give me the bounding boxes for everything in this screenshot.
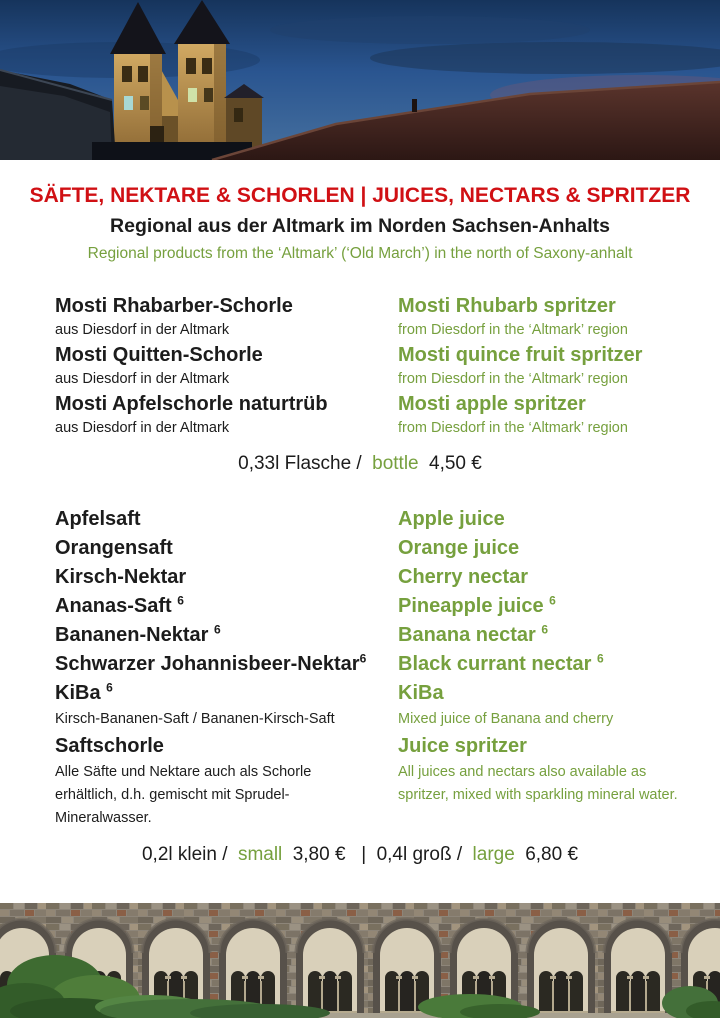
item-column-en	[398, 391, 700, 440]
glass-size2-label-en: large	[472, 844, 515, 865]
item-column-de	[55, 592, 398, 621]
item-column-de	[55, 534, 398, 563]
menu-item-row	[55, 732, 700, 831]
item-name-text: Orange juice	[398, 537, 520, 559]
item-desc-en: from Diesdorf in the ‘Altmark’ region	[398, 322, 628, 338]
item-name-text: KiBa	[55, 682, 101, 704]
item-name-de	[55, 342, 398, 368]
item-column-en	[398, 621, 700, 650]
glass-price1-amount: 3,80 €	[292, 844, 346, 865]
item-column-de	[55, 391, 398, 440]
item-name-en	[398, 679, 700, 708]
item-column-de	[55, 621, 398, 650]
item-name-text: Mosti apple spritzer	[398, 393, 586, 415]
item-desc-en: from Diesdorf in the ‘Altmark’ region	[398, 371, 628, 387]
price-separator: |	[361, 844, 367, 865]
item-desc-de: aus Diesdorf in der Altmark	[55, 371, 230, 387]
bottle-section	[0, 293, 720, 476]
glass-size1-label-en: small	[237, 844, 283, 865]
menu-item-row	[55, 679, 700, 732]
subtitle-english: Regional products from the ‘Altmark’ (‘Old March’) in the north of Saxony-anhalt	[87, 245, 633, 262]
item-desc-de: aus Diesdorf in der Altmark	[55, 420, 230, 436]
footnote-marker: 6	[106, 680, 113, 695]
item-name-de	[55, 505, 398, 534]
bottle-size-label: 0,33l Flasche /	[238, 453, 362, 474]
item-name-en	[398, 342, 700, 368]
item-name-en	[398, 592, 700, 621]
item-name-en	[398, 293, 700, 319]
item-name-text: Pineapple juice	[398, 595, 544, 617]
item-column-en	[398, 293, 700, 342]
menu-item-row	[55, 592, 700, 621]
item-desc-en: All juices and nectars also available as spritzer, mixed with sparkling mineral water.	[398, 764, 678, 803]
item-name-text: Mosti Apfelschorle naturtrüb	[55, 393, 328, 415]
item-name-de	[55, 650, 398, 679]
item-column-de	[55, 563, 398, 592]
item-desc-de: aus Diesdorf in der Altmark	[55, 322, 230, 338]
glass-price2-amount: 6,80 €	[525, 844, 579, 865]
item-name-text: Cherry nectar	[398, 566, 529, 588]
item-name-text: Ananas-Saft	[55, 595, 172, 617]
item-name-de	[55, 293, 398, 319]
item-column-de	[55, 505, 398, 534]
item-name-text: Black currant nectar	[398, 653, 592, 675]
menu-item-row	[55, 342, 700, 391]
bottom-banner-photo	[0, 903, 720, 1018]
bottle-price-amount: 4,50 €	[429, 453, 482, 474]
item-name-text: Mosti Rhubarb spritzer	[398, 295, 616, 317]
item-column-en	[398, 534, 700, 563]
item-name-text: Saftschorle	[55, 735, 164, 757]
item-column-de	[55, 342, 398, 391]
item-name-en	[398, 621, 700, 650]
item-name-text: Banana nectar	[398, 624, 536, 646]
item-name-text: Schwarzer Johannisbeer-Nektar	[55, 653, 360, 675]
bottle-price-line	[0, 452, 720, 476]
item-name-text: Juice spritzer	[398, 735, 527, 757]
bottle-size-label-en: bottle	[372, 453, 419, 474]
menu-item-row	[55, 391, 700, 440]
item-name-de	[55, 534, 398, 563]
item-desc-en: from Diesdorf in the ‘Altmark’ region	[398, 420, 628, 436]
item-desc-de: Kirsch-Bananen-Saft / Bananen-Kirsch-Saft	[55, 711, 335, 727]
menu-content	[0, 183, 720, 867]
item-column-en	[398, 342, 700, 391]
bottle-items	[0, 293, 720, 440]
glass-price-line	[0, 843, 720, 867]
menu-item-row	[55, 621, 700, 650]
item-name-text: Bananen-Nektar	[55, 624, 209, 646]
subtitle-german: Regional aus der Altmark im Norden Sachsen-Anhalts	[110, 215, 610, 237]
menu-item-row	[55, 534, 700, 563]
item-name-de	[55, 592, 398, 621]
item-column-en	[398, 679, 700, 732]
item-name-de	[55, 621, 398, 650]
item-column-de	[55, 732, 398, 831]
item-name-text: KiBa	[398, 682, 444, 704]
item-name-de	[55, 732, 398, 761]
glass-size1-label: 0,2l klein /	[141, 844, 228, 865]
glass-section	[0, 505, 720, 867]
item-column-en	[398, 592, 700, 621]
item-name-text: Apfelsaft	[55, 508, 141, 530]
footnote-marker: 6	[596, 651, 604, 666]
item-column-en	[398, 505, 700, 534]
item-name-text: Mosti Quitten-Schorle	[55, 344, 263, 366]
item-name-text: Mosti quince fruit spritzer	[398, 344, 643, 366]
item-name-en	[398, 563, 700, 592]
item-name-de	[55, 679, 398, 708]
item-name-text: Kirsch-Nektar	[55, 566, 187, 588]
item-column-de	[55, 679, 398, 732]
item-name-en	[398, 505, 700, 534]
glass-size2-label: 0,4l groß /	[376, 844, 463, 865]
item-column-en	[398, 563, 700, 592]
menu-header	[0, 183, 720, 264]
menu-item-row	[55, 650, 700, 679]
item-name-en	[398, 391, 700, 417]
menu-item-row	[55, 563, 700, 592]
footnote-marker: 6	[177, 593, 184, 608]
glass-items	[0, 505, 720, 831]
item-column-en	[398, 650, 700, 679]
item-name-en	[398, 732, 700, 761]
page-title: SÄFTE, NEKTARE & SCHORLEN | JUICES, NECTARS & SPRITZER	[29, 184, 691, 207]
item-name-en	[398, 650, 700, 679]
item-column-en	[398, 732, 700, 808]
item-name-de	[55, 391, 398, 417]
top-banner-photo	[0, 0, 720, 160]
item-desc-en: Mixed juice of Banana and cherry	[398, 711, 614, 727]
footnote-marker: 6	[541, 622, 549, 637]
item-column-de	[55, 293, 398, 342]
item-name-text: Apple juice	[398, 508, 505, 530]
footnote-marker: 6	[359, 651, 367, 666]
item-name-text: Mosti Rhabarber-Schorle	[55, 295, 293, 317]
item-desc-de: Alle Säfte und Nektare auch als Schorle erhältlich, d.h. gemischt mit Sprudel-Mineralwasser.	[55, 764, 312, 826]
footnote-marker: 6	[549, 593, 556, 608]
menu-item-row	[55, 293, 700, 342]
item-name-de	[55, 563, 398, 592]
footnote-marker: 6	[213, 622, 221, 637]
item-name-text: Orangensaft	[55, 537, 173, 559]
item-column-de	[55, 650, 398, 679]
menu-item-row	[55, 505, 700, 534]
item-name-en	[398, 534, 700, 563]
